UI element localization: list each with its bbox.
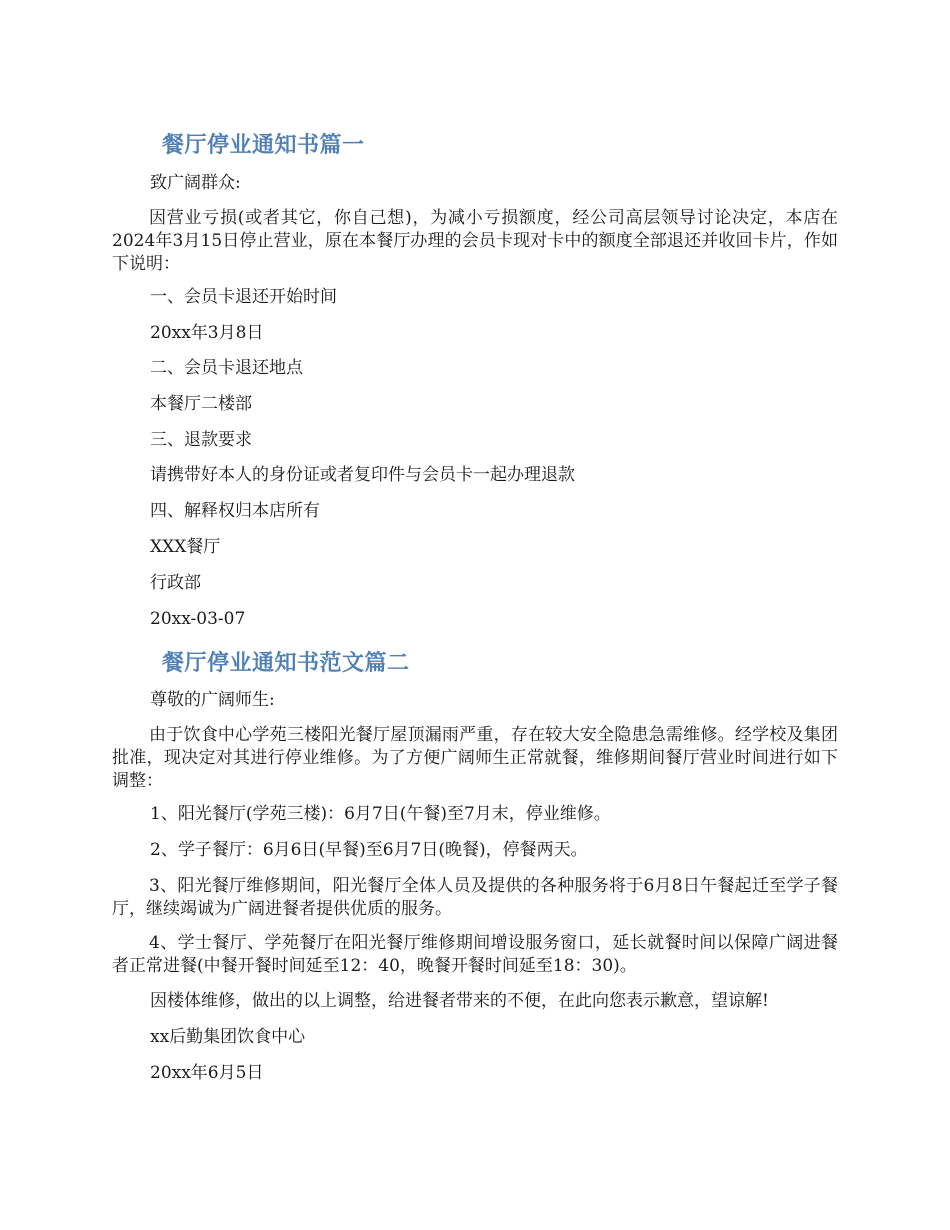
salutation-2: 尊敬的广阔师生:	[150, 690, 275, 710]
item1-heading: 一、会员卡退还开始时间	[150, 287, 337, 307]
salutation-1: 致广阔群众:	[150, 173, 241, 193]
signature-name-1: XXX餐厅	[150, 537, 221, 557]
signature-2: xx后勤集团饮食中心	[150, 1027, 306, 1047]
date-2: 20xx年6月5日	[150, 1063, 264, 1083]
item3-heading: 三、退款要求	[150, 430, 252, 450]
section-title-1: 餐厅停业通知书篇一	[162, 133, 365, 158]
point-3: 3、阳光餐厅维修期间，阳光餐厅全体人员及提供的各种服务将于6月8日午餐起迁至学子餐厅，继续竭诚为广阔进餐者提供优质的服务。	[112, 876, 838, 919]
section-title-2: 餐厅停业通知书范文篇二	[162, 651, 410, 676]
date-1: 20xx-03-07	[150, 609, 246, 629]
signature-dept-1: 行政部	[150, 573, 201, 593]
item2-heading: 二、会员卡退还地点	[150, 358, 303, 378]
item3-value: 请携带好本人的身份证或者复印件与会员卡一起办理退款	[150, 465, 575, 485]
item2-value: 本餐厅二楼部	[150, 394, 252, 414]
apology-line: 因楼体维修，做出的以上调整，给进餐者带来的不便，在此向您表示歉意，望谅解!	[150, 991, 769, 1011]
point-1: 1、阳光餐厅(学苑三楼)：6月7日(午餐)至7月末，停业维修。	[150, 804, 611, 824]
item1-value: 20xx年3月8日	[150, 323, 264, 343]
point-2: 2、学子餐厅：6月6日(早餐)至6月7日(晚餐)，停餐两天。	[150, 840, 588, 860]
point-4: 4、学士餐厅、学苑餐厅在阳光餐厅维修期间增设服务窗口，延长就餐时间以保障广阔进餐者正常进餐(中餐开餐时间延至12：40，晚餐开餐时间延至18：30)。	[112, 933, 838, 976]
intro-paragraph-2: 由于饮食中心学苑三楼阳光餐厅屋顶漏雨严重，存在较大安全隐患急需维修。经学校及集团批准，现决定对其进行停业维修。为了方便广阔师生正常就餐，维修期间餐厅营业时间进行如下调整：	[112, 725, 838, 791]
intro-paragraph-1: 因营业亏损(或者其它，你自己想)，为减小亏损额度，经公司高层领导讨论决定，本店在2024年3月15日停止营业，原在本餐厅办理的会员卡现对卡中的额度全部退还并收回卡片，作如下说明：	[112, 208, 838, 274]
item4-heading: 四、解释权归本店所有	[150, 501, 320, 521]
